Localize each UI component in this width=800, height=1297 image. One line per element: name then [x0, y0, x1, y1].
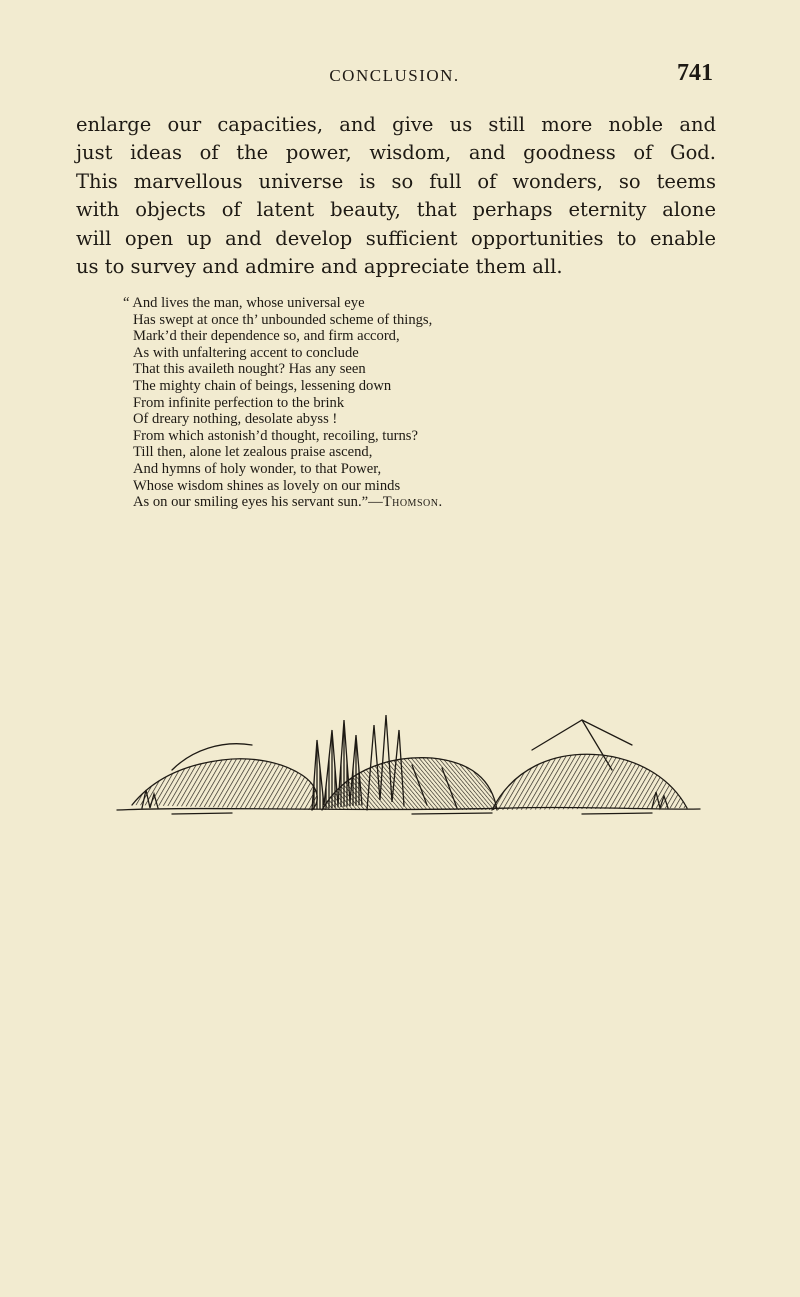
- poem-line: Till then, alone let zealous praise ascend,: [133, 444, 373, 461]
- body-line: This marvellous universe is so full of wonders, so teems: [76, 169, 716, 193]
- rocks-illustration: [112, 710, 702, 815]
- poem-line: As with unfaltering accent to conclude: [133, 344, 359, 361]
- poem-line: Of dreary nothing, desolate abyss !: [133, 411, 338, 428]
- body-line: will open up and develop sufficient opportunities to enable: [76, 226, 716, 250]
- rocks-engraving-image: [112, 710, 702, 815]
- page-header: [76, 60, 713, 90]
- poem-line: “ And lives the man, whose universal eye: [123, 295, 365, 311]
- poem-line: From infinite perfection to the brink: [133, 394, 345, 411]
- poem-attribution: Thomson.: [382, 494, 443, 511]
- poem-line-text: As on our smiling eyes his servant sun.”—: [133, 494, 383, 511]
- poem-line: Whose wisdom shines as lovely on our minds: [133, 477, 401, 494]
- poem-line: Mark’d their dependence so, and firm accord,: [133, 328, 400, 345]
- body-line: us to survey and admire and appreciate them all.: [76, 255, 563, 279]
- body-line: with objects of latent beauty, that perhaps eternity alone: [76, 198, 716, 222]
- poem-line: The mighty chain of beings, lessening down: [133, 377, 392, 394]
- body-line: enlarge our capacities, and give us still more noble and: [76, 113, 716, 136]
- poem-line: From which astonish’d thought, recoiling, turns?: [133, 427, 418, 444]
- poem-line: And hymns of holy wonder, to that Power,: [133, 460, 382, 477]
- poem-line: Has swept at once th’ unbounded scheme of things,: [133, 311, 433, 328]
- page-number: 741: [677, 60, 713, 86]
- poem-quotation: [123, 295, 723, 511]
- poem-last-line: [123, 494, 723, 511]
- body-line: just ideas of the power, wisdom, and goodness of God.: [76, 141, 716, 165]
- running-title: CONCLUSION.: [329, 66, 460, 85]
- body-paragraph: [76, 111, 716, 281]
- poem-line: That this availeth nought? Has any seen: [133, 361, 366, 378]
